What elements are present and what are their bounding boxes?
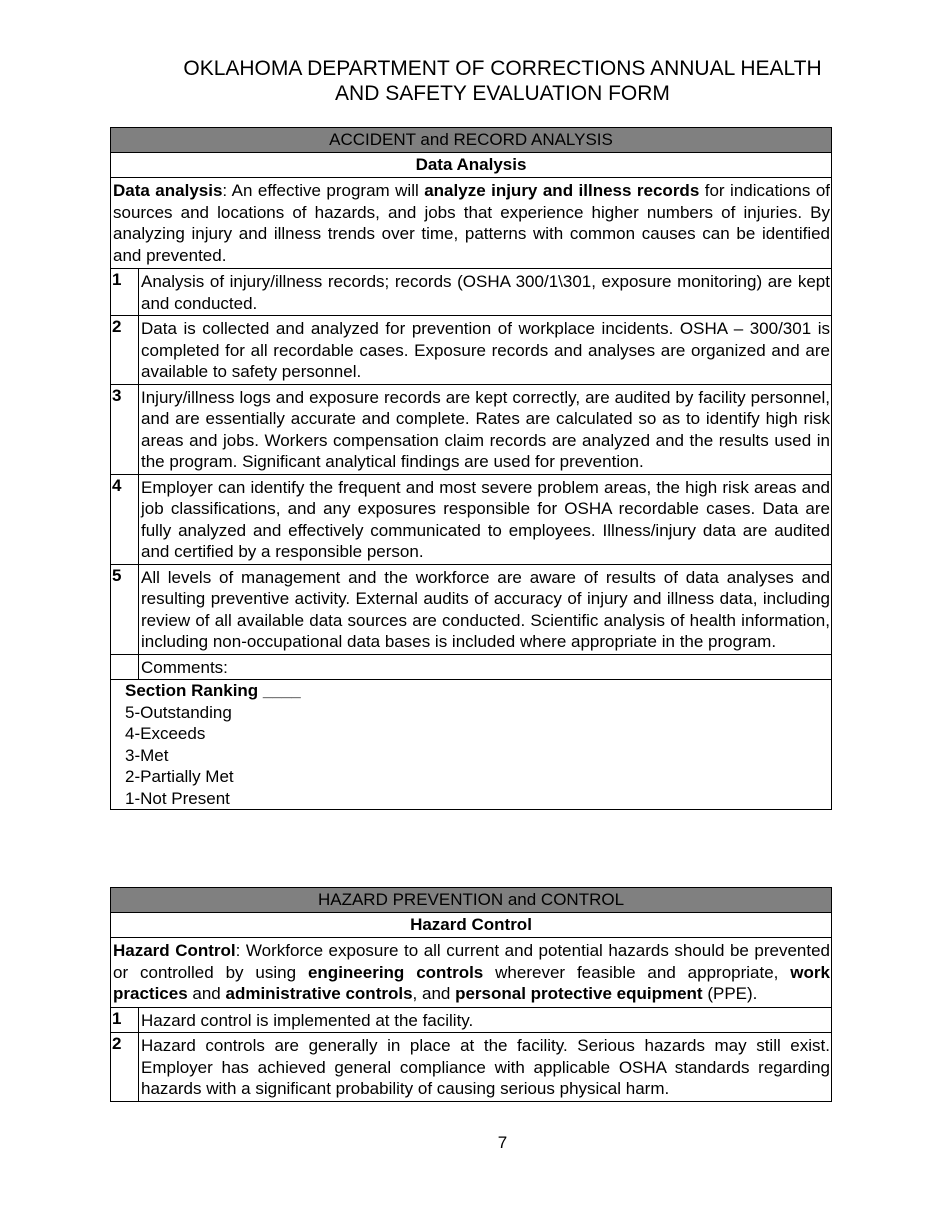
ranking-option: 5-Outstanding xyxy=(125,702,232,722)
section-header: ACCIDENT and RECORD ANALYSIS xyxy=(111,128,831,153)
criteria-number: 5 xyxy=(111,565,139,654)
page-title xyxy=(150,56,855,106)
intro-term: Data analysis xyxy=(113,181,223,200)
criteria-row xyxy=(111,385,831,475)
intro-term: Hazard Control xyxy=(113,941,236,960)
section-intro: Data analysis: An effective program will analyze injury and illness records for indications of sources and locations of hazards, and jobs that experience higher numbers of injuries. By analyzing injury and illness trends over time, patterns with common causes can be identified and prevented. xyxy=(111,178,831,269)
ranking-option: 4-Exceeds xyxy=(125,724,206,743)
criteria-row xyxy=(111,475,831,565)
criteria-text: Hazard controls are generally in place at the facility. Serious hazards may still exist. Employer has achieved general compliance with applicable OSHA standards regarding hazards with a significant probability of causing serious physical harm. xyxy=(141,1036,830,1098)
ranking-option: 1-Not Present xyxy=(125,788,230,808)
criteria-text: Analysis of injury/illness records; records (OSHA 300/1\301, exposure monitoring) are kept and conducted. xyxy=(141,272,830,313)
comments-number-cell xyxy=(111,655,139,680)
criteria-row xyxy=(111,1008,831,1034)
comments-label: Comments: xyxy=(141,657,228,677)
section-subheader: Data Analysis xyxy=(111,153,831,178)
section-ranking xyxy=(111,680,831,809)
ranking-option: 2-Partially Met xyxy=(125,767,234,786)
ranking-option: 3-Met xyxy=(125,745,169,765)
criteria-row xyxy=(111,565,831,655)
page-number: 7 xyxy=(497,1133,508,1152)
criteria-row xyxy=(111,1033,831,1101)
criteria-number: 2 xyxy=(111,316,139,384)
page-title-line-2: AND SAFETY EVALUATION FORM xyxy=(335,82,670,105)
criteria-number: 3 xyxy=(111,385,139,474)
criteria-row xyxy=(111,269,831,316)
criteria-text: Hazard control is implemented at the facility. xyxy=(141,1010,474,1030)
hazard-prevention-control-section xyxy=(110,887,832,1102)
section-subheader: Hazard Control xyxy=(111,913,831,938)
page-title-line-1: OKLAHOMA DEPARTMENT OF CORRECTIONS ANNUAL HEALTH xyxy=(183,57,822,80)
criteria-text: Employer can identify the frequent and most severe problem areas, the high risk areas and job classifications, and any exposures responsible for OSHA recordable cases. Data are fully analyzed and effectively communicated to employees. Illness/injury data are audited and certified by a responsible person. xyxy=(141,477,830,561)
section-intro: Hazard Control: Workforce exposure to all current and potential hazards should be prevented or controlled by using engineering controls wherever feasible and appropriate, work practices and administrative controls, and personal protective equipment (PPE). xyxy=(111,938,831,1008)
criteria-text: All levels of management and the workforce are aware of results of data analyses and resulting preventive activity. External audits of accuracy of injury and illness data, including review of all available data sources are conducted. Scientific analysis of health information, including non-occupational data bases is included where appropriate in the program. xyxy=(141,567,830,651)
criteria-number: 1 xyxy=(111,269,139,315)
criteria-text: Injury/illness logs and exposure records are kept correctly, are audited by facility personnel, and are essentially accurate and complete. Rates are calculated so as to identify high risk areas and jobs. Workers compensation claim records are analyzed and the results used in the program. Significant analytical findings are used for prevention. xyxy=(141,387,830,471)
section-header: HAZARD PREVENTION and CONTROL xyxy=(111,888,831,913)
criteria-row xyxy=(111,316,831,385)
comments-row xyxy=(111,655,831,681)
criteria-number: 4 xyxy=(111,475,139,564)
criteria-number: 2 xyxy=(111,1033,139,1101)
section-ranking-title: Section Ranking ____ xyxy=(125,681,301,700)
accident-record-analysis-section xyxy=(110,127,832,810)
criteria-text: Data is collected and analyzed for prevention of workplace incidents. OSHA – 300/301 is completed for all recordable cases. Exposure records and analyses are organized and are available to safety personnel. xyxy=(141,319,830,381)
criteria-number: 1 xyxy=(111,1008,139,1033)
